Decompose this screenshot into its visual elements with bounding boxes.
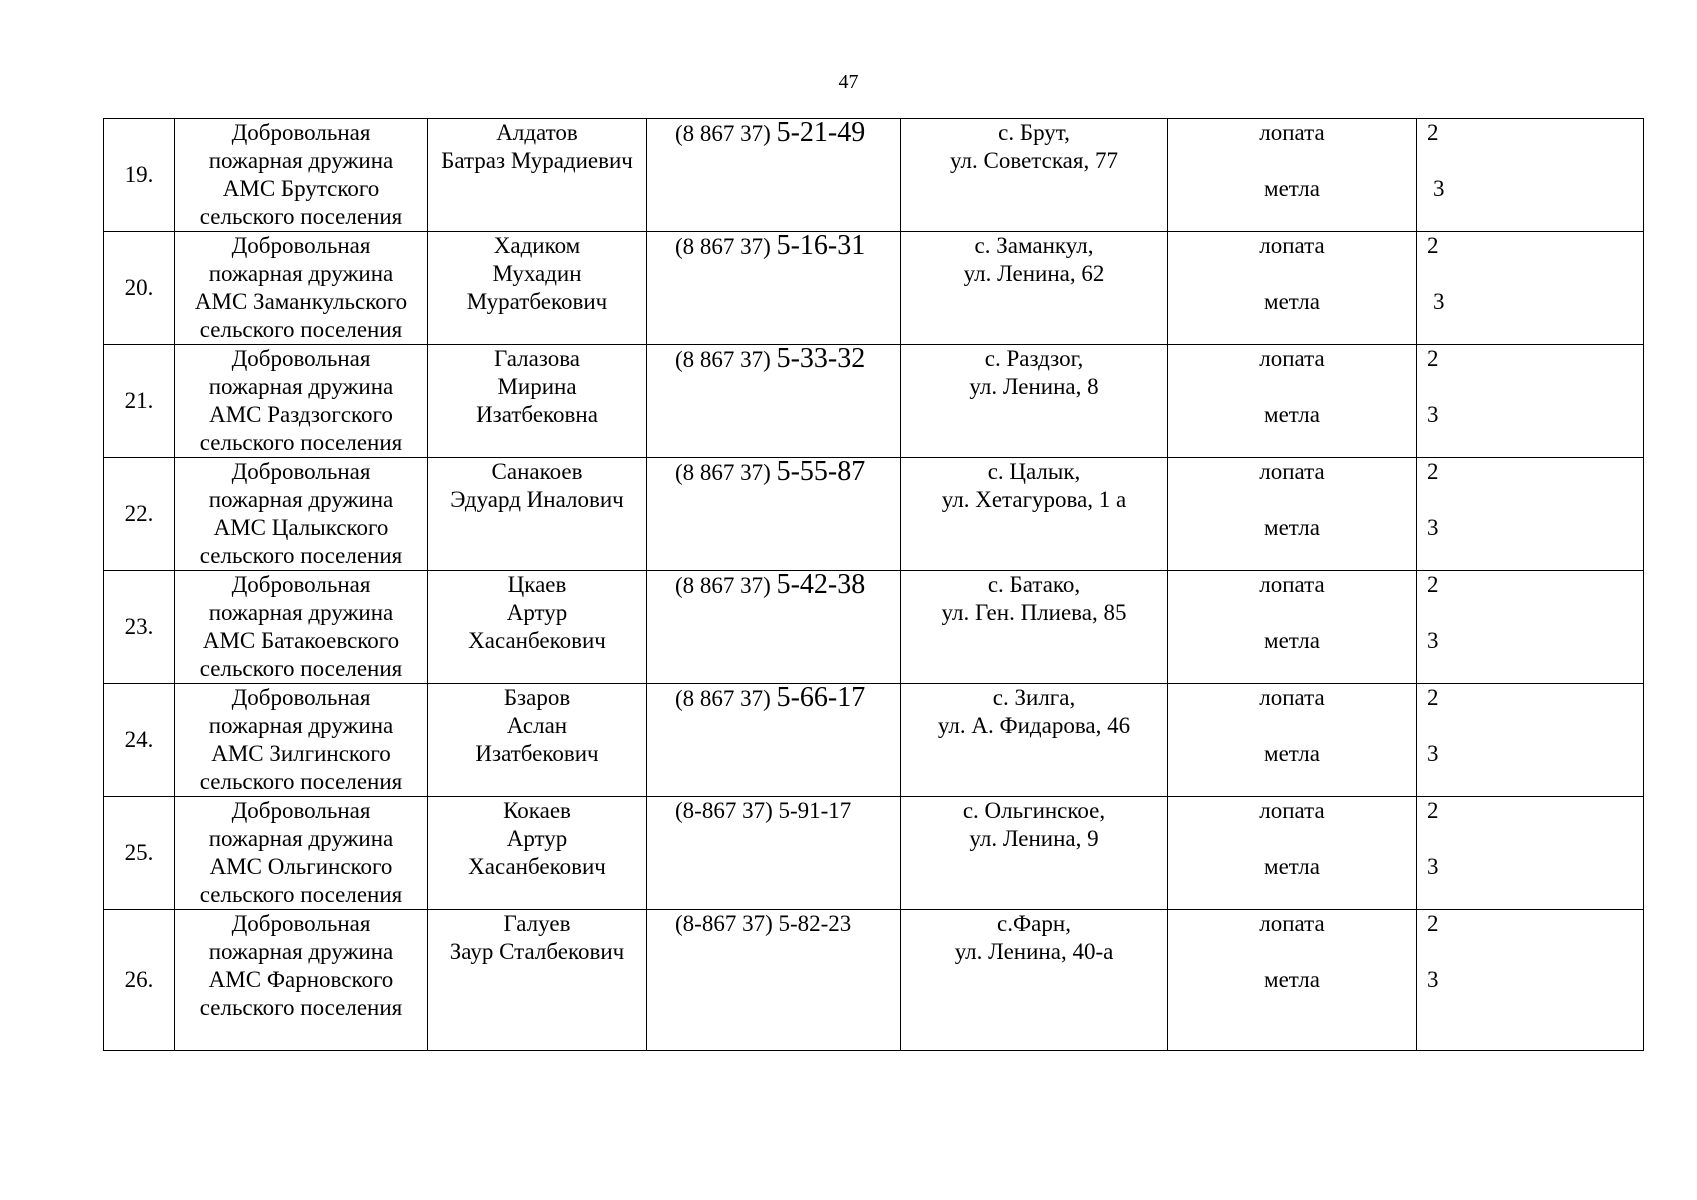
head-name-line: Кокаев xyxy=(503,798,571,823)
table-row xyxy=(104,910,1644,1051)
organization-line: АМС Раздзогского xyxy=(209,402,393,427)
address-cell xyxy=(901,119,1168,232)
address-line: с. Заманкул, xyxy=(974,233,1094,258)
row-number: 20. xyxy=(124,275,154,300)
equipment-item: метла xyxy=(1264,176,1320,201)
head-name-line: Заур Сталбекович xyxy=(449,939,625,964)
quantity-value: 3 xyxy=(1427,628,1439,653)
organization-line: Добровольная xyxy=(231,798,371,823)
organization-line: сельского поселения xyxy=(199,995,403,1020)
quantity-value: 3 xyxy=(1427,741,1439,766)
table-row xyxy=(104,345,1644,458)
head-name-cell xyxy=(428,458,647,571)
head-name-cell xyxy=(428,571,647,684)
phone-prefix: (8 867 37) xyxy=(675,573,777,598)
quantity-value: 3 xyxy=(1433,289,1445,314)
organization-line: пожарная дружина xyxy=(208,261,394,286)
organization-cell xyxy=(175,232,428,345)
address-line: ул. Ленина, 9 xyxy=(969,826,1099,851)
head-name-line: Батраз Мурадиевич xyxy=(441,148,633,173)
phone-number: (8-867 37) 5-82-23 xyxy=(675,911,852,936)
organization-line: Добровольная xyxy=(231,459,371,484)
equipment-item: лопата xyxy=(1259,233,1325,258)
quantity-value: 2 xyxy=(1427,911,1439,936)
equipment-cell xyxy=(1168,232,1417,345)
equipment-cell xyxy=(1168,684,1417,797)
organization-line: АМС Брутского xyxy=(222,176,380,201)
phone-cell xyxy=(647,571,901,684)
address-line: с. Зилга, xyxy=(992,685,1076,710)
equipment-item: метла xyxy=(1264,967,1320,992)
quantity-cell xyxy=(1417,232,1644,345)
row-number-cell xyxy=(104,684,175,797)
organization-line: пожарная дружина xyxy=(208,713,394,738)
organization-line: Добровольная xyxy=(231,911,371,936)
address-line: с.Фарн, xyxy=(997,911,1071,936)
table-row xyxy=(104,797,1644,910)
table-row xyxy=(104,571,1644,684)
quantity-value: 2 xyxy=(1427,685,1439,710)
organization-line: Добровольная xyxy=(231,685,371,710)
equipment-cell xyxy=(1168,119,1417,232)
row-number: 22. xyxy=(124,501,154,526)
equipment-cell xyxy=(1168,910,1417,1051)
row-number-cell xyxy=(104,345,175,458)
address-line: ул. Ленина, 8 xyxy=(969,374,1099,399)
fire-brigade-table xyxy=(103,118,1644,1051)
address-line: с. Раздзог, xyxy=(984,346,1084,371)
address-cell xyxy=(901,458,1168,571)
quantity-cell xyxy=(1417,345,1644,458)
address-line: с. Батако, xyxy=(987,572,1081,597)
quantity-value: 3 xyxy=(1427,515,1439,540)
row-number-cell xyxy=(104,232,175,345)
phone-number: 5-16-31 xyxy=(776,231,866,261)
row-number: 24. xyxy=(124,727,154,752)
table-row xyxy=(104,119,1644,232)
phone-prefix: (8 867 37) xyxy=(675,460,777,485)
head-name-line: Галазова xyxy=(493,346,581,371)
phone-cell xyxy=(647,345,901,458)
row-number-cell xyxy=(104,458,175,571)
head-name-cell xyxy=(428,119,647,232)
quantity-value: 3 xyxy=(1427,402,1439,427)
equipment-item: метла xyxy=(1264,289,1320,314)
organization-line: Добровольная xyxy=(231,120,371,145)
organization-line: пожарная дружина xyxy=(208,487,394,512)
organization-line: Добровольная xyxy=(231,572,371,597)
address-cell xyxy=(901,345,1168,458)
address-line: с. Брут, xyxy=(998,120,1070,145)
equipment-cell xyxy=(1168,797,1417,910)
head-name-line: Бзаров xyxy=(503,685,571,710)
organization-line: сельского поселения xyxy=(199,430,403,455)
organization-line: сельского поселения xyxy=(199,882,403,907)
head-name-line: Хадиком xyxy=(493,233,581,258)
address-line: ул. Ленина, 62 xyxy=(963,261,1105,286)
head-name-cell xyxy=(428,345,647,458)
organization-line: пожарная дружина xyxy=(208,826,394,851)
equipment-item: лопата xyxy=(1259,346,1325,371)
head-name-line: Хасанбекович xyxy=(468,628,606,653)
phone-cell xyxy=(647,910,901,1051)
equipment-item: метла xyxy=(1264,741,1320,766)
quantity-value: 2 xyxy=(1427,120,1439,145)
head-name-cell xyxy=(428,910,647,1051)
table-body xyxy=(104,119,1644,1051)
head-name-line: Цкаев xyxy=(507,572,567,597)
head-name-cell xyxy=(428,232,647,345)
phone-number: 5-42-38 xyxy=(776,570,866,600)
table-row xyxy=(104,684,1644,797)
equipment-item: лопата xyxy=(1259,911,1325,936)
phone-number: 5-33-32 xyxy=(776,344,866,374)
organization-line: сельского поселения xyxy=(199,656,403,681)
equipment-item: метла xyxy=(1264,854,1320,879)
head-name-line: Мирина xyxy=(497,374,577,399)
row-number: 26. xyxy=(124,967,154,992)
head-name-line: Аслан xyxy=(506,713,568,738)
head-name-line: Изатбекович xyxy=(475,741,599,766)
page-number: 47 xyxy=(838,71,859,93)
row-number-cell xyxy=(104,910,175,1051)
phone-number: (8-867 37) 5-91-17 xyxy=(675,798,852,823)
head-name-line: Эдуард Иналович xyxy=(450,487,624,512)
organization-line: пожарная дружина xyxy=(208,148,394,173)
head-name-cell xyxy=(428,797,647,910)
row-number-cell xyxy=(104,571,175,684)
head-name-line: Артур xyxy=(506,600,568,625)
organization-line: АМС Фарновского xyxy=(208,967,394,992)
head-name-line: Изатбековна xyxy=(476,402,598,427)
row-number-cell xyxy=(104,797,175,910)
equipment-cell xyxy=(1168,571,1417,684)
head-name-line: Муратбекович xyxy=(466,289,608,314)
phone-prefix: (8 867 37) xyxy=(675,686,777,711)
address-line: ул. А. Фидарова, 46 xyxy=(937,713,1131,738)
phone-cell xyxy=(647,458,901,571)
organization-line: сельского поселения xyxy=(199,204,403,229)
organization-cell xyxy=(175,684,428,797)
quantity-value: 2 xyxy=(1427,459,1439,484)
quantity-value: 2 xyxy=(1427,346,1439,371)
equipment-item: лопата xyxy=(1259,572,1325,597)
phone-cell xyxy=(647,119,901,232)
address-cell xyxy=(901,232,1168,345)
organization-cell xyxy=(175,571,428,684)
equipment-cell xyxy=(1168,458,1417,571)
address-cell xyxy=(901,571,1168,684)
organization-line: Добровольная xyxy=(231,346,371,371)
quantity-value: 3 xyxy=(1427,967,1439,992)
address-cell xyxy=(901,797,1168,910)
equipment-item: лопата xyxy=(1259,685,1325,710)
quantity-cell xyxy=(1417,797,1644,910)
equipment-item: метла xyxy=(1264,515,1320,540)
equipment-item: метла xyxy=(1264,402,1320,427)
quantity-cell xyxy=(1417,458,1644,571)
row-number: 19. xyxy=(124,162,154,187)
row-number: 23. xyxy=(124,614,154,639)
head-name-line: Галуев xyxy=(503,911,571,936)
address-line: с. Цалык, xyxy=(987,459,1081,484)
organization-line: АМС Ольгинского xyxy=(209,854,393,879)
head-name-line: Санакоев xyxy=(491,459,583,484)
organization-line: пожарная дружина xyxy=(208,939,394,964)
phone-prefix: (8 867 37) xyxy=(675,121,777,146)
equipment-item: метла xyxy=(1264,628,1320,653)
address-cell xyxy=(901,910,1168,1051)
phone-number: 5-66-17 xyxy=(776,683,866,713)
organization-line: пожарная дружина xyxy=(208,374,394,399)
organization-cell xyxy=(175,345,428,458)
head-name-line: Артур xyxy=(506,826,568,851)
quantity-value: 3 xyxy=(1427,854,1439,879)
phone-cell xyxy=(647,232,901,345)
address-line: с. Ольгинское, xyxy=(962,798,1106,823)
head-name-line: Алдатов xyxy=(496,120,578,145)
quantity-value: 2 xyxy=(1427,572,1439,597)
quantity-value: 3 xyxy=(1433,176,1445,201)
organization-line: АМС Заманкульского xyxy=(194,289,408,314)
organization-line: пожарная дружина xyxy=(208,600,394,625)
head-name-cell xyxy=(428,684,647,797)
row-number: 25. xyxy=(124,840,154,865)
head-name-line: Мухадин xyxy=(492,261,582,286)
phone-prefix: (8 867 37) xyxy=(675,234,777,259)
quantity-cell xyxy=(1417,119,1644,232)
quantity-cell xyxy=(1417,910,1644,1051)
row-number-cell xyxy=(104,119,175,232)
organization-line: сельского поселения xyxy=(199,317,403,342)
table-row xyxy=(104,458,1644,571)
organization-line: АМС Цалыкского xyxy=(213,515,389,540)
phone-prefix: (8 867 37) xyxy=(675,347,777,372)
address-line: ул. Ген. Плиева, 85 xyxy=(941,600,1127,625)
organization-cell xyxy=(175,458,428,571)
quantity-cell xyxy=(1417,571,1644,684)
equipment-item: лопата xyxy=(1259,120,1325,145)
equipment-cell xyxy=(1168,345,1417,458)
organization-cell xyxy=(175,910,428,1051)
organization-cell xyxy=(175,119,428,232)
quantity-value: 2 xyxy=(1427,233,1439,258)
head-name-line: Хасанбекович xyxy=(468,854,606,879)
address-line: ул. Хетагурова, 1 а xyxy=(941,487,1127,512)
phone-cell xyxy=(647,684,901,797)
table-row xyxy=(104,232,1644,345)
phone-number: 5-21-49 xyxy=(776,118,866,148)
phone-number: 5-55-87 xyxy=(776,457,866,487)
address-line: ул. Советская, 77 xyxy=(950,148,1118,173)
organization-line: Добровольная xyxy=(231,233,371,258)
organization-cell xyxy=(175,797,428,910)
organization-line: сельского поселения xyxy=(199,769,403,794)
row-number: 21. xyxy=(124,388,154,413)
quantity-value: 2 xyxy=(1427,798,1439,823)
address-cell xyxy=(901,684,1168,797)
organization-line: сельского поселения xyxy=(199,543,403,568)
equipment-item: лопата xyxy=(1259,459,1325,484)
phone-cell xyxy=(647,797,901,910)
equipment-item: лопата xyxy=(1259,798,1325,823)
quantity-cell xyxy=(1417,684,1644,797)
organization-line: АМС Батакоевского xyxy=(202,628,400,653)
organization-line: АМС Зилгинского xyxy=(211,741,391,766)
address-line: ул. Ленина, 40-а xyxy=(954,939,1114,964)
